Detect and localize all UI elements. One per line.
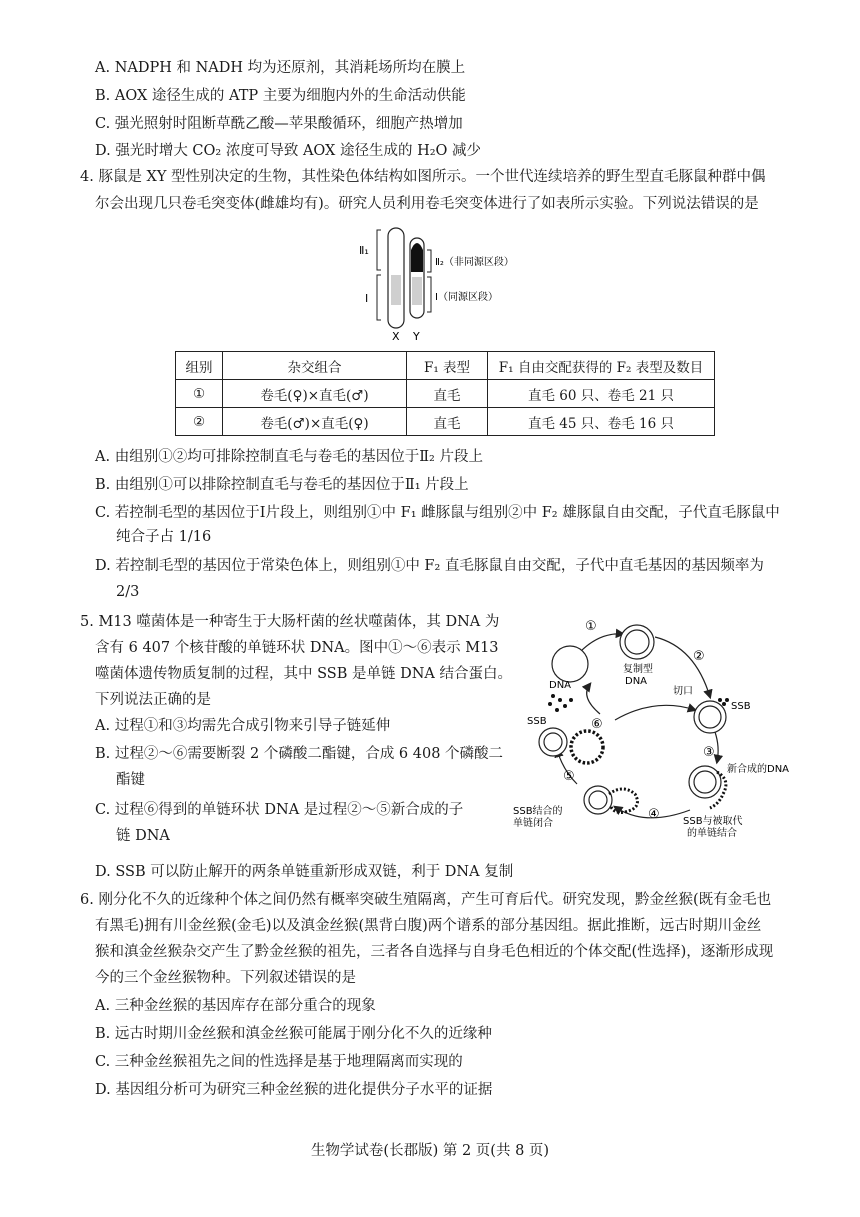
new-dna-label: 新合成的DNA: [727, 764, 790, 775]
table-cell: 卷毛(♂)×直毛(♀): [223, 408, 407, 436]
q4-option-b: B. 由组别①可以排除控制直毛与卷毛的基因位于Ⅱ₁ 片段上: [95, 477, 469, 493]
ssb-bind-label-2: 的单链结合: [687, 828, 737, 839]
cross-table: [175, 351, 715, 436]
step-2-label: ②: [693, 649, 705, 664]
label-ii1: Ⅱ₁: [359, 244, 369, 257]
left-dna-inner: [544, 733, 562, 751]
q6-stem-line1: 6. 刚分化不久的近缘种个体之间仍然有概率突破生殖隔离，产生可育后代。研究发现，黔金丝猴(既有金毛也: [80, 892, 772, 908]
free-ssb-dots: [548, 694, 573, 712]
q5-option-a: A. 过程①和③均需先合成引物来引导子链延伸: [95, 718, 391, 734]
bracket-i-right: [427, 277, 431, 312]
q4-option-c-line2: 纯合子占 1/16: [116, 529, 212, 545]
ssb-bind-label-1: SSB与被取代: [683, 816, 743, 827]
closing-dna-inner: [589, 791, 607, 809]
nick-label: 切口: [673, 686, 693, 697]
y-homologous-segment: [412, 277, 422, 305]
q4-stem-line1: 4. 豚鼠是 XY 型性别决定的生物，其性染色体结构如图所示。一个世代连续培养的野生型直毛豚鼠种群中偶: [80, 169, 766, 185]
replicative-dna-label: DNA: [625, 676, 648, 687]
arrow-step1: [580, 634, 623, 652]
ssb-label-right: SSB: [731, 701, 751, 712]
table-cell: ②: [176, 408, 223, 436]
table-header: 组别: [176, 352, 223, 380]
table-cell: 卷毛(♀)×直毛(♂): [223, 380, 407, 408]
table-row: [176, 408, 715, 436]
nicked-dna-inner: [699, 706, 721, 728]
label-i-left: Ⅰ: [365, 292, 369, 305]
q6-stem-line4: 今的三个金丝猴物种。下列叙述错误的是: [95, 970, 356, 986]
m13-replication-figure: [505, 612, 805, 842]
step-6-label: ⑥: [591, 717, 603, 732]
q5-stem-line4: 下列说法正确的是: [95, 692, 211, 708]
bracket-ii1: [377, 230, 381, 270]
ssb-close-label-1: SSB结合的: [513, 806, 563, 817]
q6-option-b: B. 远古时期川金丝猴和滇金丝猴可能属于刚分化不久的近缘种: [95, 1026, 492, 1042]
label-ii2: Ⅱ₂（非同源区段）: [435, 257, 514, 268]
step-4-label: ④: [648, 807, 660, 822]
x-homologous-segment: [391, 275, 401, 305]
page-footer: 生物学试卷(长郡版) 第 2 页(共 8 页): [310, 1143, 550, 1159]
step-3-label: ③: [703, 745, 715, 760]
arrow-step6-up: [587, 684, 600, 714]
q6-stem-line2: 有黑毛)拥有川金丝猴(金毛)以及滇金丝猴(黑背白腹)两个谱系的部分基因组。据此推断，远古时期川金丝: [95, 918, 762, 934]
table-cell: 直毛 45 只、卷毛 16 只: [488, 408, 715, 436]
q5-option-d: D. SSB 可以防止解开的两条单链重新形成双链，利于 DNA 复制: [95, 864, 514, 880]
step-5-label: ⑤: [563, 769, 575, 784]
table-cell: 直毛: [407, 380, 488, 408]
q4-option-c-line1: C. 若控制毛型的基因位于Ⅰ片段上，则组别①中 F₁ 雌豚鼠与组别②中 F₂ 雄豚鼠自由交配，子代直毛豚鼠中: [95, 505, 780, 521]
table-header: F₁ 表型: [407, 352, 488, 380]
table-cell: 直毛 60 只、卷毛 21 只: [488, 380, 715, 408]
ssb-bound-loop: [609, 789, 637, 812]
table-row: [176, 380, 715, 408]
ssb-close-label-2: 单链闭合: [513, 818, 553, 829]
chromosome-figure: [355, 220, 555, 345]
q4-option-d-line1: D. 若控制毛型的基因位于常染色体上，则组别①中 F₂ 直毛豚鼠自由交配，子代中直毛基因的基因频率为: [95, 558, 764, 574]
label-x: X: [392, 330, 400, 343]
q5-stem-line3: 噬菌体遗传物质复制的过程，其中 SSB 是单链 DNA 结合蛋白。: [95, 666, 512, 682]
replicative-label: 复制型: [623, 664, 653, 675]
table-header: F₁ 自由交配获得的 F₂ 表型及数目: [488, 352, 715, 380]
q3-option-d: D. 强光时增大 CO₂ 浓度可导致 AOX 途径生成的 H₂O 减少: [95, 143, 482, 159]
q5-stem-line2: 含有 6 407 个核苷酸的单链环状 DNA。图中①～⑥表示 M13: [95, 640, 499, 656]
q3-option-b: B. AOX 途径生成的 ATP 主要为细胞内外的生命活动供能: [95, 88, 466, 104]
q4-stem-line2: 尔会出现几只卷毛突变体(雌雄均有)。研究人员利用卷毛突变体进行了如表所示实验。下列说法错误的是: [95, 196, 759, 212]
q4-option-d-line2: 2/3: [116, 584, 140, 600]
q4-option-a: A. 由组别①②均可排除控制直毛与卷毛的基因位于Ⅱ₂ 片段上: [95, 449, 483, 465]
bracket-ii2: [427, 250, 431, 272]
arrow-step6-right: [615, 705, 695, 720]
q5-option-c-line2: 链 DNA: [116, 828, 170, 844]
q5-option-b-line2: 酯键: [116, 772, 145, 788]
y-nonhomologous-segment: [411, 243, 423, 272]
label-y: Y: [413, 330, 420, 343]
label-i-right: Ⅰ（同源区段）: [435, 292, 498, 303]
ssb-label-left: SSB: [527, 716, 547, 727]
q5-stem-line1: 5. M13 噬菌体是一种寄生于大肠杆菌的丝状噬菌体，其 DNA 为: [80, 614, 500, 630]
ssdna-circle: [552, 646, 588, 682]
q6-stem-line3: 猴和滇金丝猴杂交产生了黔金丝猴的祖先，三者各自选择与自身毛色相近的个体交配(性选择)，逐渐形成现: [95, 944, 774, 960]
bracket-i-left: [377, 275, 381, 320]
q5-option-c-line1: C. 过程⑥得到的单链环状 DNA 是过程②～⑤新合成的子: [95, 802, 464, 818]
arrow-step3: [715, 732, 718, 762]
q6-option-d: D. 基因组分析可为研究三种金丝猴的进化提供分子水平的证据: [95, 1082, 493, 1098]
table-header: 杂交组合: [223, 352, 407, 380]
dna-label-left: DNA: [549, 680, 572, 691]
table-cell: 直毛: [407, 408, 488, 436]
replicative-dna-inner: [625, 630, 649, 654]
table-cell: ①: [176, 380, 223, 408]
synthesis-dna-inner: [694, 771, 716, 793]
table-header-row: [176, 352, 715, 380]
q5-option-b-line1: B. 过程②～⑥需要断裂 2 个磷酸二酯键，合成 6 408 个磷酸二: [95, 746, 504, 762]
q6-option-c: C. 三种金丝猴祖先之间的性选择是基于地理隔离而实现的: [95, 1054, 463, 1070]
q6-option-a: A. 三种金丝猴的基因库存在部分重合的现象: [95, 998, 376, 1014]
step-1-label: ①: [585, 619, 597, 634]
ssb-coated-circle: [571, 731, 603, 763]
q3-option-c: C. 强光照射时阻断草酰乙酸—苹果酸循环，细胞产热增加: [95, 116, 463, 132]
q3-option-a: A. NADPH 和 NADH 均为还原剂，其消耗场所均在膜上: [95, 60, 466, 76]
